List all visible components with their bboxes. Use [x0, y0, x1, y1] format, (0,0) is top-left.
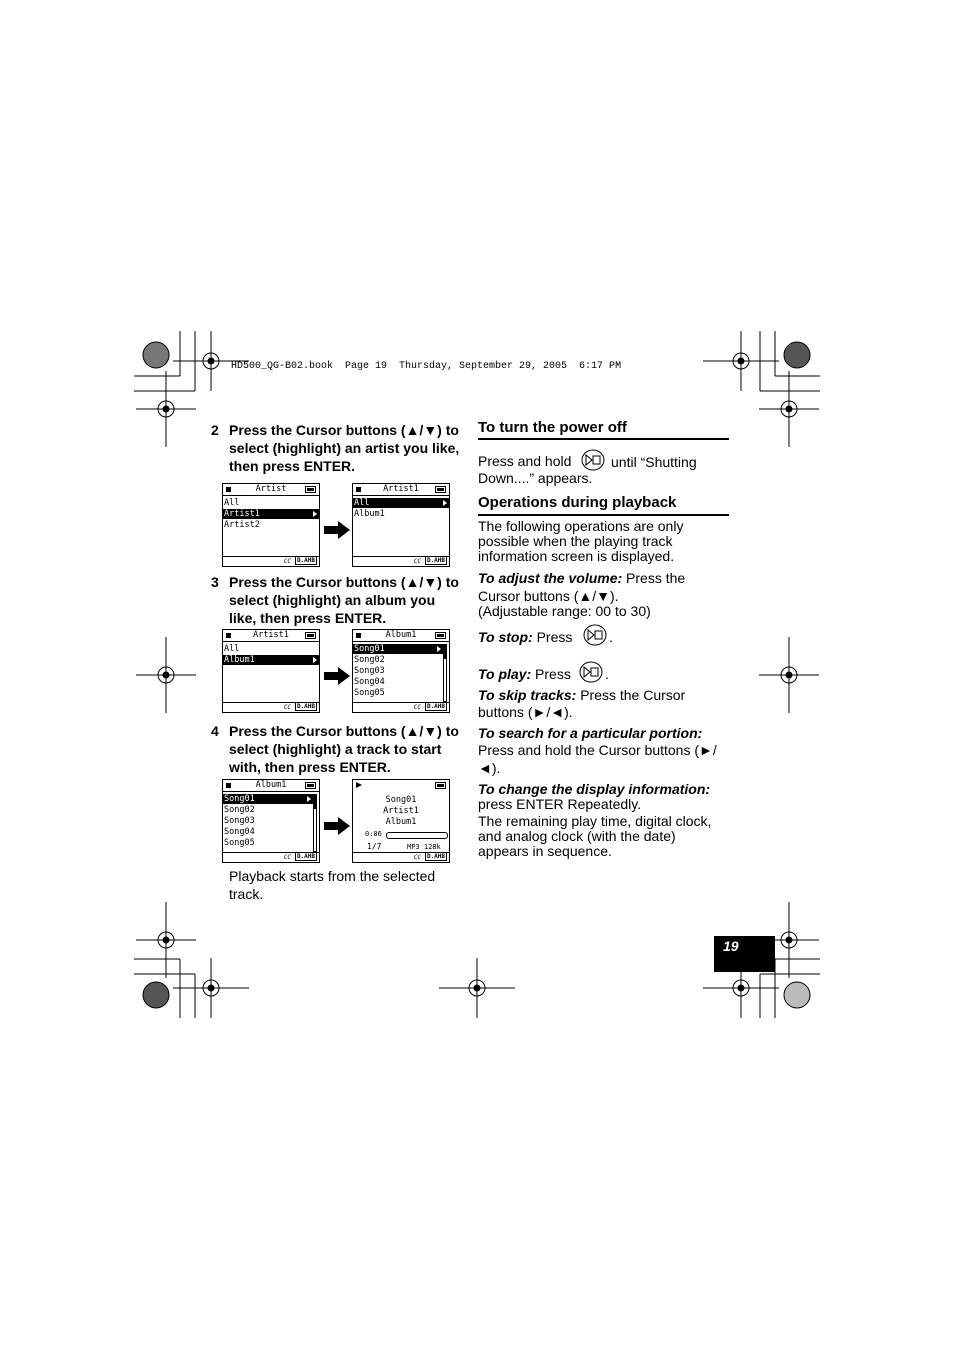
skip-instruction: To skip tracks: Press the Cursor	[478, 687, 686, 703]
step-text: Press the Cursor buttons (▲/▼) to select (highlight) a track to start with, then press ENTER.	[229, 723, 459, 775]
play-end: .	[605, 666, 609, 682]
track-title: Song01	[385, 795, 417, 805]
footer-logo: D.AHB	[296, 703, 315, 710]
volume-range: (Adjustable range: 00 to 30)	[478, 603, 651, 619]
right-arrow-icon	[324, 521, 350, 539]
footer-logo: CC	[283, 704, 291, 711]
display-line2: press ENTER Repeatedly.	[478, 796, 642, 812]
power-off-text-c: Down....” appears.	[478, 470, 593, 486]
footer-logo: D.AHB	[426, 557, 445, 564]
screen-album-select	[222, 629, 320, 713]
screen-title: Album1	[385, 630, 417, 640]
menu-row: Song04	[354, 677, 385, 687]
menu-row: Song05	[354, 688, 385, 698]
menu-row-highlighted: Song01	[223, 794, 313, 804]
scrollbar	[443, 644, 447, 702]
screen-album-list	[352, 483, 450, 567]
menu-row-highlighted: Song01	[353, 644, 443, 654]
step-number: 2	[211, 422, 219, 438]
menu-row: Song02	[224, 805, 255, 815]
search-line2: Press and hold the Cursor buttons (►/	[478, 742, 717, 758]
screen-title: Artist1	[383, 484, 419, 494]
battery-icon	[435, 632, 446, 639]
display-line3: The remaining play time, digital clock,	[478, 813, 712, 829]
page-number: 19	[723, 938, 739, 954]
power-off-text-a: Press and hold	[478, 453, 572, 469]
footer-logo: CC	[283, 558, 291, 565]
operations-intro: The following operations are only possible when the playing track information screen is displayed.	[478, 518, 684, 564]
power-off-heading: To turn the power off	[478, 419, 627, 436]
menu-row: Song04	[224, 827, 255, 837]
stop-instruction: To stop: Press	[478, 629, 573, 645]
step-number: 3	[211, 574, 219, 590]
heading-rule	[478, 514, 729, 516]
battery-icon	[305, 782, 316, 789]
track-album: Album1	[385, 817, 417, 827]
footer-logo: D.AHB	[426, 853, 445, 860]
operations-heading: Operations during playback	[478, 494, 677, 511]
menu-row-highlighted: All	[353, 498, 449, 508]
scrollbar	[313, 794, 317, 852]
volume-instruction: To adjust the volume: Press the	[478, 570, 686, 586]
footer-logo: CC	[413, 558, 421, 565]
play-stop-button-icon	[579, 661, 603, 688]
screen-now-playing	[352, 779, 450, 863]
screen-title: Artist	[255, 484, 287, 494]
play-instruction: To play: Press	[478, 666, 571, 682]
footer-logo: D.AHB	[296, 853, 315, 860]
skip-line2: buttons (►/◄).	[478, 704, 573, 720]
footer-logo: D.AHB	[426, 703, 445, 710]
search-label: To search for a particular portion:	[478, 725, 703, 741]
battery-icon	[435, 486, 446, 493]
menu-row: Song02	[354, 655, 385, 665]
search-line3: ◄).	[478, 760, 501, 776]
footer-logo: CC	[413, 704, 421, 711]
screen-title: Artist1	[253, 630, 289, 640]
right-arrow-icon	[324, 667, 350, 685]
right-arrow-icon	[324, 817, 350, 835]
display-line4: and analog clock (with the date)	[478, 828, 676, 844]
footer-logo: CC	[413, 854, 421, 861]
power-off-text	[478, 454, 571, 469]
menu-row: Song05	[224, 838, 255, 848]
menu-row: Album1	[354, 509, 385, 519]
stop-end: .	[609, 629, 613, 645]
display-label: To change the display information:	[478, 781, 711, 797]
book-header: HD500_QG-B02.book Page 19 Thursday, September 29, 2005 6:17 PM	[231, 361, 622, 372]
menu-row: Song03	[224, 816, 255, 826]
step-text: Press the Cursor buttons (▲/▼) to select (highlight) an album you like, then press ENTER.	[229, 574, 459, 626]
menu-row: Artist2	[224, 520, 260, 530]
track-artist: Artist1	[383, 806, 419, 816]
menu-row: Song03	[354, 666, 385, 676]
menu-row: All	[224, 498, 240, 508]
battery-icon	[435, 782, 446, 789]
menu-row-highlighted: Album1	[223, 655, 319, 665]
battery-icon	[305, 486, 316, 493]
volume-line2: Cursor buttons (▲/▼).	[478, 588, 619, 604]
footer-logo: CC	[283, 854, 291, 861]
battery-icon	[305, 632, 316, 639]
menu-row: All	[224, 644, 240, 654]
power-off-text-b: until “Shutting	[611, 454, 697, 470]
play-icon	[356, 782, 362, 788]
elapsed-time: 0:06	[365, 830, 382, 838]
step-text: Press the Cursor buttons (▲/▼) to select (highlight) an artist you like, then press ENTER.	[229, 422, 460, 474]
track-counter: 1/7	[367, 842, 382, 851]
display-line5: appears in sequence.	[478, 843, 612, 859]
audio-format: MP3 128k	[407, 843, 441, 851]
play-stop-button-icon	[583, 624, 607, 651]
screen-title: Album1	[255, 780, 287, 790]
screen-artist-list	[222, 483, 320, 567]
track-info	[353, 795, 449, 828]
step-number: 4	[211, 723, 219, 739]
page-number-box	[714, 936, 775, 972]
playback-note: Playback starts from the selected track.	[229, 868, 436, 902]
heading-rule	[478, 438, 729, 440]
screen-song-select	[222, 779, 320, 863]
menu-row-highlighted: Artist1	[223, 509, 319, 519]
footer-logo: D.AHB	[296, 557, 315, 564]
progress-bar	[386, 832, 448, 839]
screen-song-list	[352, 629, 450, 713]
